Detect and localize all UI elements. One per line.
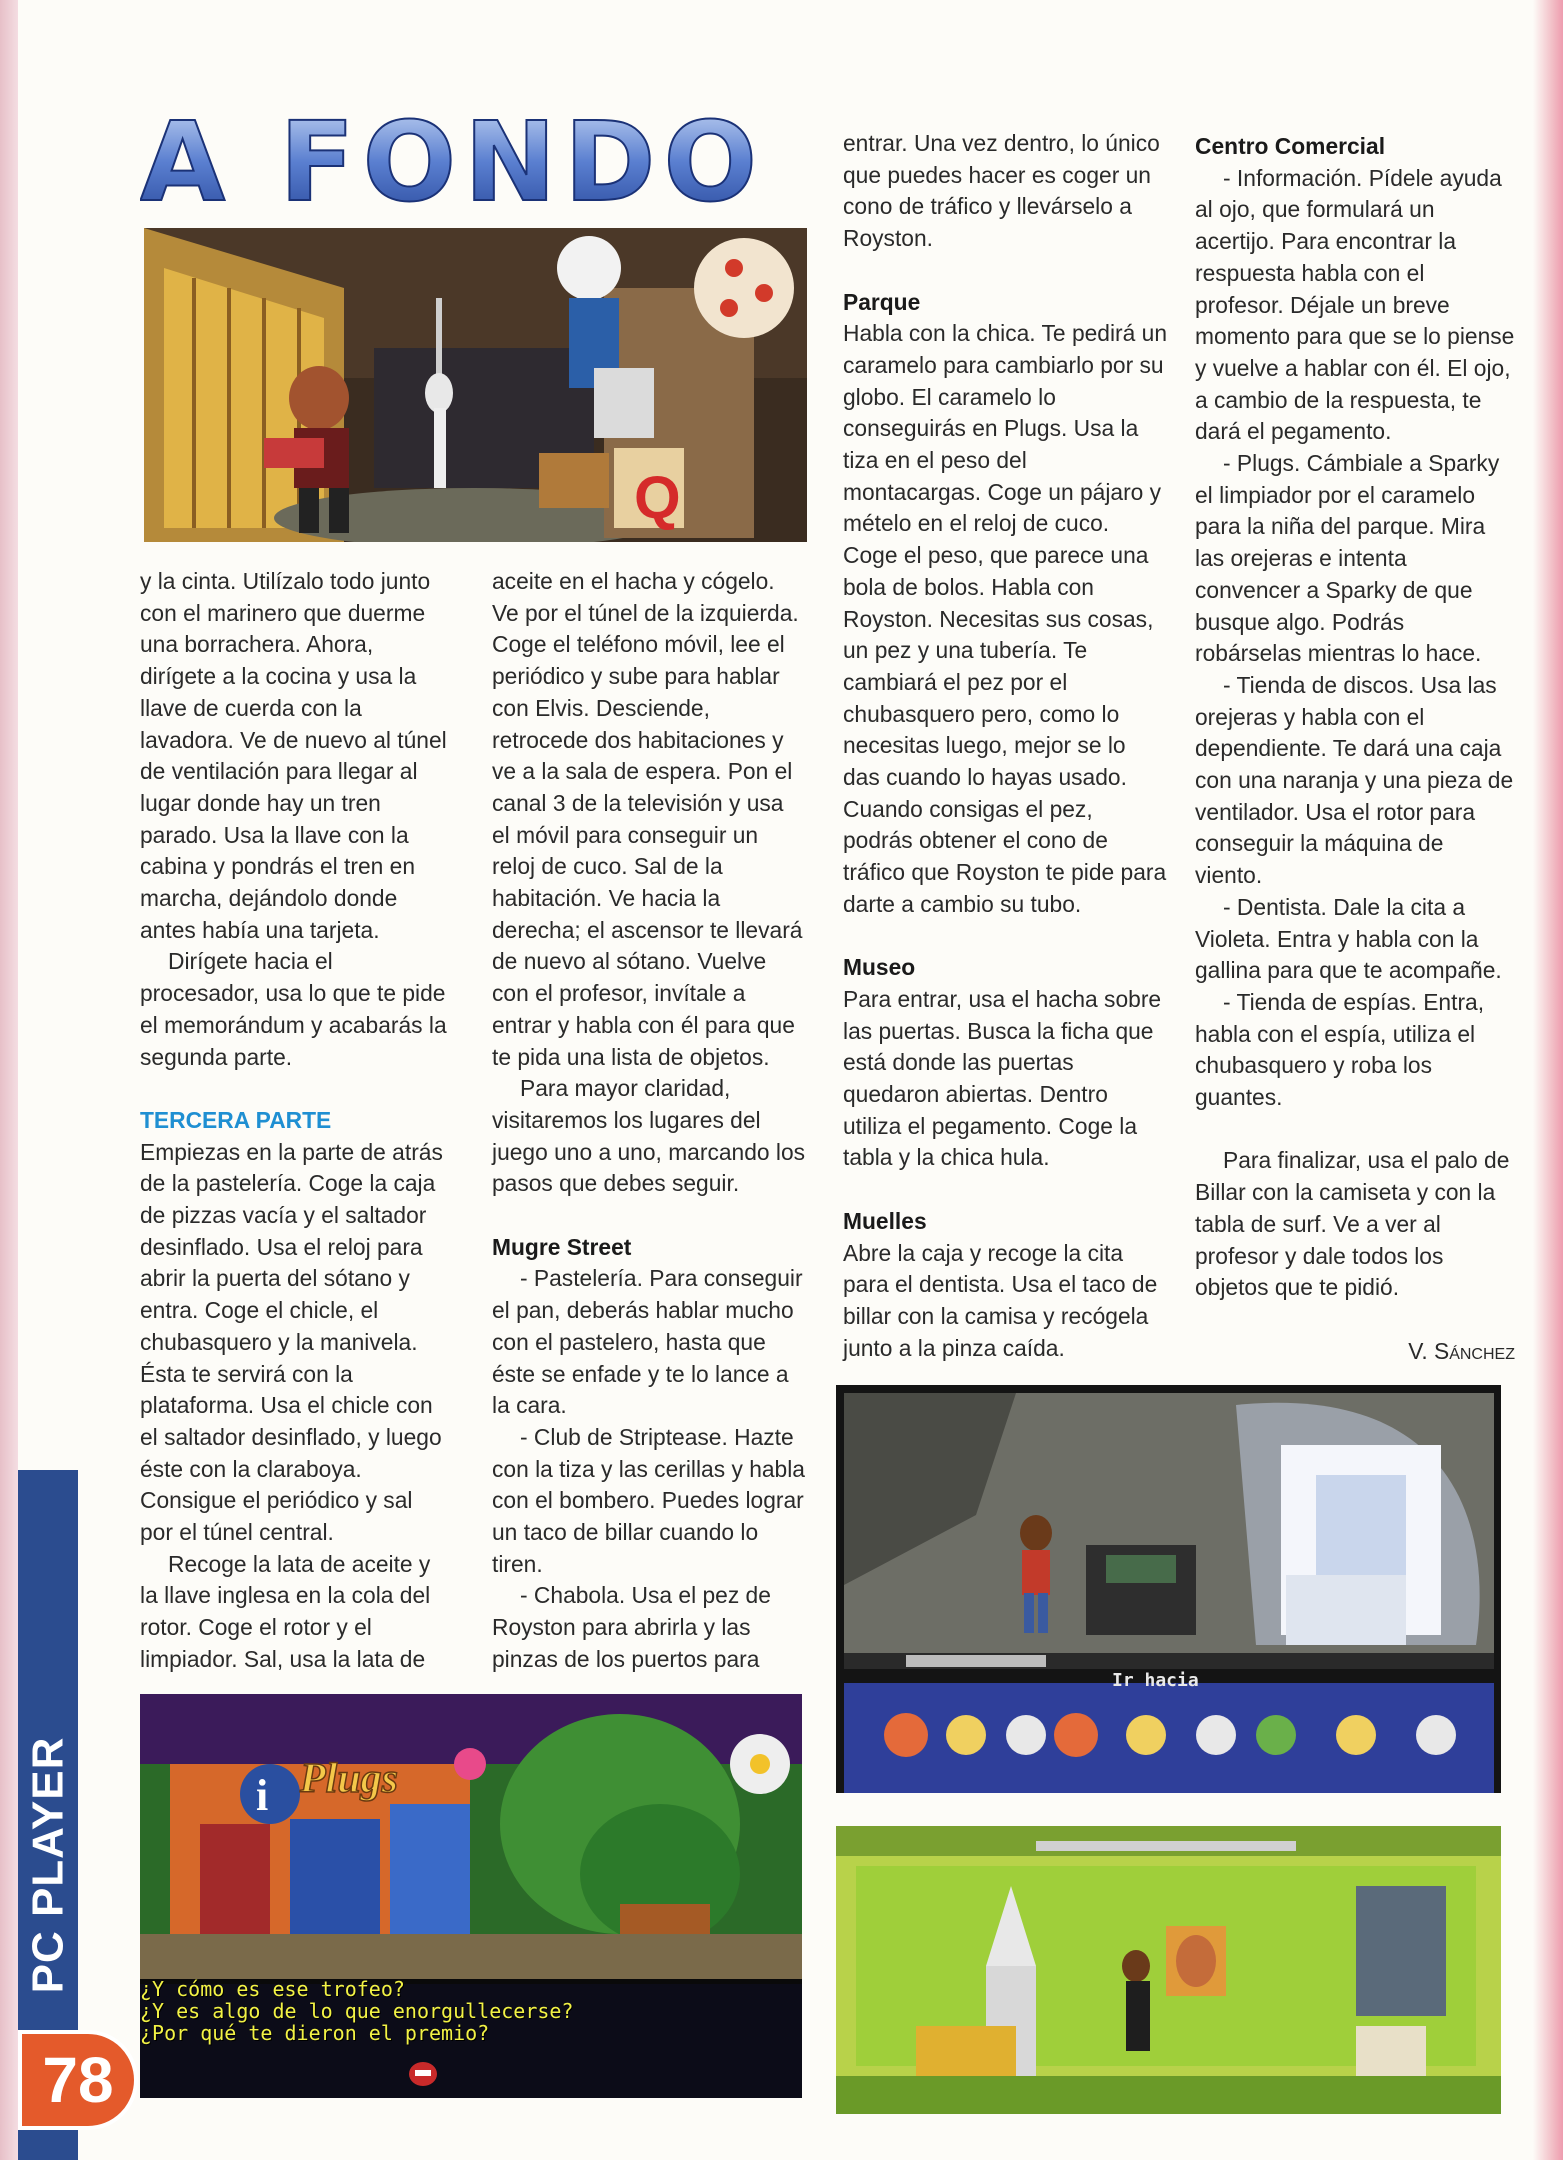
page-number: 78 xyxy=(18,2030,138,2130)
paragraph: entrar. Una vez dentro, lo único que puedes hacer es coger un cono de tráfico y llevárselo a Royston. xyxy=(843,130,1160,252)
plugs-sign: Plugs xyxy=(300,1756,399,1802)
paragraph: Empiezas en la parte de atrás de la pastelería. Coge la caja de pizzas vacía y el saltador desinflado. Usa el reloj para abrir la puerta del sótano y entra. Coge el chicle, el chubasquero y la manivela. Ésta te servirá con la plataforma. Usa el chicle con el saltador desinflado, y luego éste con la claraboya. Consigue el periódico y sal por el túnel central. xyxy=(140,1138,443,1546)
text-column-1 xyxy=(140,566,448,1676)
paragraph: - Club de Striptease. Hazte con la tiza y las cerillas y habla con el bombero. Puedes lograr un taco de billar cuando lo tiren. xyxy=(492,1423,805,1577)
screenshot-dentist xyxy=(836,1826,1501,2114)
paragraph: aceite en el hacha y cógelo. Ve por el túnel de la izquierda. Coge el teléfono móvil, lee el periódico y sube para hablar con Elvis. Desciende, retrocede dos habitaciones y ve a la sala de espera. Pon el canal 3 de la televisión y usa el móvil para conseguir un reloj de cuco. Sal de la habitación. Ve hacia la derecha; el ascensor te llevará de nuevo al sótano. Vuelve con el profesor, invítale a entrar y habla con él para que te pida una lista de objetos. xyxy=(492,568,803,1070)
svg-text:i: i xyxy=(256,1771,269,1820)
author-signature: V. Sánchez xyxy=(1408,1337,1515,1364)
paragraph: Dirígete hacia el procesador, usa lo que te pide el memorándum y acabarás la segunda parte. xyxy=(140,948,447,1070)
text-column-2 xyxy=(492,566,807,1676)
dialog-option[interactable]: ¿Por qué te dieron el premio? xyxy=(140,2021,490,2045)
paragraph: - Chabola. Usa el pez de Royston para abrirla y las pinzas de los puertos para xyxy=(492,1582,771,1672)
paragraph: y la cinta. Utilízalo todo junto con el marinero que duerme una borrachera. Ahora, dirígete a la cocina y usa la llave de cuerda con la lavadora. Ve de nuevo al túnel de ventilación para llegar al lugar donde hay un tren parado. Usa la llave con la cabina y pondrás el tren en marcha, dejándolo donde antes había una tarjeta. xyxy=(140,568,447,943)
section-heading: Museo xyxy=(843,954,916,981)
paragraph: Para mayor claridad, visitaremos los lugares del juego uno a uno, marcando los pasos que debes seguir. xyxy=(492,1075,806,1197)
paragraph: Para entrar, usa el hacha sobre las puertas. Busca la ficha que está donde las puertas quedaron abiertas. Dentro utiliza el pegamento. Coge la tabla y la chica hula. xyxy=(843,985,1162,1171)
dialog-options xyxy=(140,1978,800,2044)
paragraph: - Dentista. Dale la cita a Violeta. Entra y habla con la gallina para que te acompañe. xyxy=(1195,893,1502,984)
section-heading: Mugre Street xyxy=(492,1233,632,1260)
paragraph: Habla con la chica. Te pedirá un caramelo para cambiarlo por su globo. El caramelo lo conseguirás en Plugs. Usa la tiza en el peso del montacargas. Coge un pájaro y mételo en el reloj de cuco. Coge el peso, que parece una bola de bolos. Habla con Royston. Necesitas sus cosas, un pez y una tubería. Te cambiará el pez por el chubasquero pero, como lo necesitas luego, mejor se lo das cuando lo hayas usado. Cuando consigas el pez, podrás obtener el cono de tráfico que Royston te pide para darte a cambio su tubo. xyxy=(843,320,1168,917)
section-logo xyxy=(140,108,820,218)
magazine-name xyxy=(20,1715,76,2015)
page-edge-right xyxy=(1533,0,1563,2160)
page-edge-left xyxy=(0,0,18,2160)
logo-text: A FONDO xyxy=(140,108,765,218)
section-heading: Parque xyxy=(843,288,921,315)
paragraph: Recoge la lata de aceite y la llave inglesa en la cola del rotor. Coge el rotor y el limpiador. Sal, usa la lata de xyxy=(140,1550,431,1672)
paragraph: - Tienda de espías. Entra, habla con el espía, utiliza el chubasquero y roba los guantes. xyxy=(1195,988,1485,1111)
dialog-option[interactable]: ¿Y es algo de lo que enorgullecerse? xyxy=(140,1999,574,2023)
paragraph: - Pastelería. Para conseguir el pan, deberás hablar mucho con el pastelero, hasta que éste se enfade y te lo lance a la cara. xyxy=(492,1265,803,1419)
paragraph: - Información. Pídele ayuda al ojo, que formulará un acertijo. Para encontrar la respuesta habla con el profesor. Déjale un breve momento para que se lo piense y vuelve a hablar con él. El ojo, a cambio de la respuesta, te dará el pegamento. xyxy=(1195,164,1515,445)
paragraph: - Plugs. Cámbiale a Sparky el limpiador por el caramelo para la niña del parque. Mira las orejeras e intenta convencer a Sparky de que busque algo. Podrás robárselas mientras lo hace. xyxy=(1195,450,1500,667)
section-heading: Centro Comercial xyxy=(1195,133,1386,159)
svg-text:Q: Q xyxy=(634,464,681,531)
screenshot-cave xyxy=(836,1385,1501,1793)
magazine-name-text: PC PLAYER xyxy=(23,1736,72,1994)
text-column-4 xyxy=(1195,131,1515,1367)
section-heading: TERCERA PARTE xyxy=(140,1106,332,1133)
paragraph: Abre la caja y recoge la cita para el dentista. Usa el taco de billar con la camisa y recógela junto a la pinza caída. xyxy=(843,1239,1158,1361)
paragraph: Para finalizar, usa el palo de Billar con la camiseta y con la tabla de surf. Ve a ver al profesor y dale todos los objetos que te pidió. xyxy=(1195,1147,1510,1301)
section-heading: Muelles xyxy=(843,1207,927,1234)
text-column-3 xyxy=(843,128,1167,1364)
dialog-option[interactable]: ¿Y cómo es ese trofeo? xyxy=(140,1977,405,2001)
paragraph: - Tienda de discos. Usa las orejeras y habla con el dependiente. Te dará una caja con una naranja y una pieza de ventilador. Usa el rotor para conseguir la máquina de viento. xyxy=(1195,671,1514,889)
verb-line: Ir hacia xyxy=(1112,1670,1199,1691)
screenshot-basement xyxy=(144,228,807,542)
